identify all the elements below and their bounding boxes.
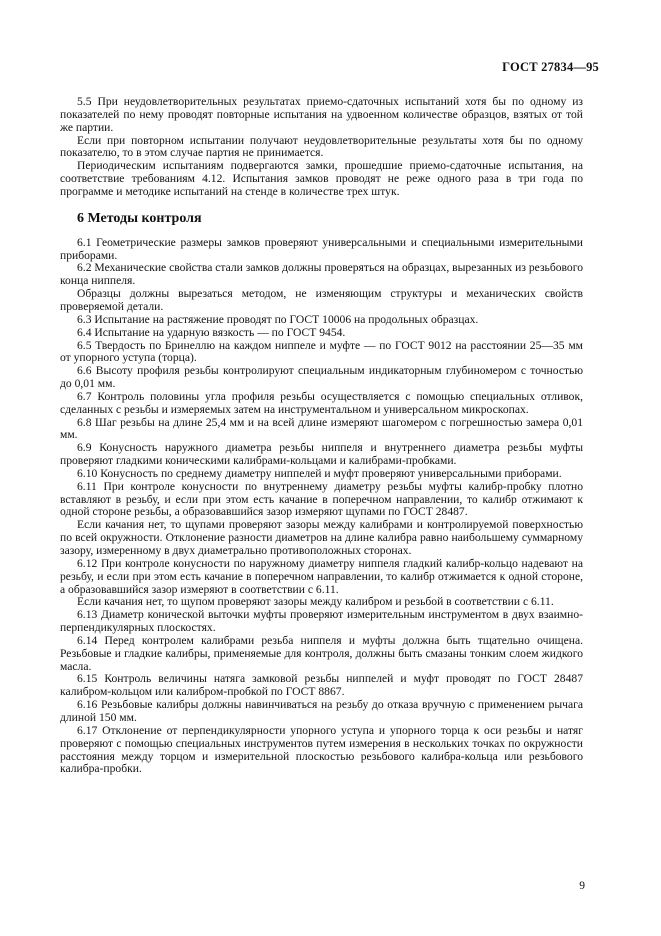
paragraph-samples: Образцы должны вырезаться методом, не изменяющим структуры и механических свойств проверяемой детали. <box>60 287 583 313</box>
paragraph-6-12: 6.12 При контроле конусности по наружному диаметру ниппеля гладкий калибр-кольцо надевают на резьбу, и если при этом есть качание в поперечном направлении, то калибр отжимается к одной стороне, а образовавшийся зазор измеряют в соответствии с 6.11. <box>60 556 583 596</box>
paragraph-6-16: 6.16 Резьбовые калибры должны навинчиваться на резьбу до отказа вручную с применением рычага длиной 150 мм. <box>60 698 583 724</box>
paragraph-5-5: 5.5 При неудовлетворительных результатах приемо-сдаточных испытаний хотя бы по одному из показателей по нему проводят повторные испытания на удвоенном количестве образцов, взятых от той же партии. <box>60 95 583 134</box>
paragraph-6-10: 6.10 Конусность по среднему диаметру ниппелей и муфт проверяют универсальными приборами. <box>77 466 562 480</box>
document-header-code: ГОСТ 27834—95 <box>502 60 599 74</box>
paragraph-6-9: 6.9 Конусность наружного диаметра резьбы ниппеля и внутреннего диаметра резьбы муфты проверяют гладкими коническими калибрами-кольцами и калибрами-пробками. <box>60 441 583 468</box>
paragraph-6-14: 6.14 Перед контролем калибрами резьба ниппеля и муфты должна быть тщательно очищена. Резьбовые и гладкие калибры, применяемые для контроля, должны быть смазаны тонким слоем жидкого масла. <box>60 633 583 673</box>
paragraph-6-5: 6.5 Твердость по Бринеллю на каждом ниппеле и муфте — по ГОСТ 9012 на расстоянии 25—35 мм от упорного уступа (торца). <box>60 338 583 365</box>
paragraph-6-6: 6.6 Высоту профиля резьбы контролируют специальным индикаторным глубиномером с точностью до 0,01 мм. <box>60 364 583 391</box>
page-number: 9 <box>579 880 585 892</box>
paragraph-periodic-tests: Периодическим испытаниям подвергаются замки, прошедшие приемо-сдаточные испытания, на соответствие требованиям 4.12. Испытания замков проводят не реже одного раза в три года по программе и методике испытаний на стенде в количестве трех штук. <box>60 159 583 198</box>
paragraph-6-2: 6.2 Механические свойства стали замков должны проверяться на образцах, вырезанных из резьбового конца ниппеля. <box>60 261 583 288</box>
paragraph-6-11: 6.11 При контроле конусности по внутреннему диаметру резьбы муфты калибр-пробку плотно вставляют в резьбу, и если при этом есть качание в поперечном направлении, то калибр отжимают к одной стороне резьбы, а образовавшийся зазор измеряют щупами по ГОСТ 28487. <box>60 479 583 519</box>
paragraph-6-12-no-rocking: Если качания нет, то щупом проверяют зазоры между калибром и резьбой в соответствии с 6.11. <box>77 595 554 609</box>
paragraph-6-8: 6.8 Шаг резьбы на длине 25,4 мм и на всей длине измеряют шагомером с погрешностью замера 0,01 мм. <box>60 415 583 442</box>
section-title: 6 Методы контроля <box>77 210 202 226</box>
paragraph-6-17: 6.17 Отклонение от перпендикулярности упорного уступа и упорного торца к оси резьбы и натяг проверяют с помощью специальных инструментов путем измерения в нескольких точках по окружности расстояния между торцом и измерительной плоскостью резьбового калибра-кольца или резьбового калибра-пробки. <box>60 723 583 776</box>
paragraph-6-7: 6.7 Контроль половины угла профиля резьбы осуществляется с помощью специальных отливок, сделанных с резьбы и измеряемых затем на инструментальном и универсальном микроскопах. <box>60 389 583 416</box>
paragraph-retest: Если при повторном испытании получают неудовлетворительные результаты хотя бы по одному показателю, то в этом случае партия не принимается. <box>60 133 583 160</box>
paragraph-6-1: 6.1 Геометрические размеры замков проверяют универсальными и специальными измерительными приборами. <box>60 235 583 262</box>
document-body <box>60 96 583 776</box>
paragraph-6-13: 6.13 Диаметр конической выточки муфты проверяют измерительным инструментом в двух взаимно-перпендикулярных плоскостях. <box>60 608 583 635</box>
paragraph-6-4: 6.4 Испытание на ударную вязкость — по ГОСТ 9454. <box>77 325 346 339</box>
paragraph-6-15: 6.15 Контроль величины натяга замковой резьбы ниппелей и муфт проводят по ГОСТ 28487 калибром-кольцом или калибром-пробкой по ГОСТ 8867. <box>60 672 583 699</box>
paragraph-6-11-no-rocking: Если качания нет, то щупами проверяют зазоры между калибрами и контролируемой поверхностью по всей окружности. Отклонение разности диаметров на длине калибра равно наибольшему суммарному зазору, измеренному в двух диаметрально противоположных сторонах. <box>60 518 583 557</box>
paragraph-6-3: 6.3 Испытание на растяжение проводят по ГОСТ 10006 на продольных образцах. <box>77 312 479 326</box>
